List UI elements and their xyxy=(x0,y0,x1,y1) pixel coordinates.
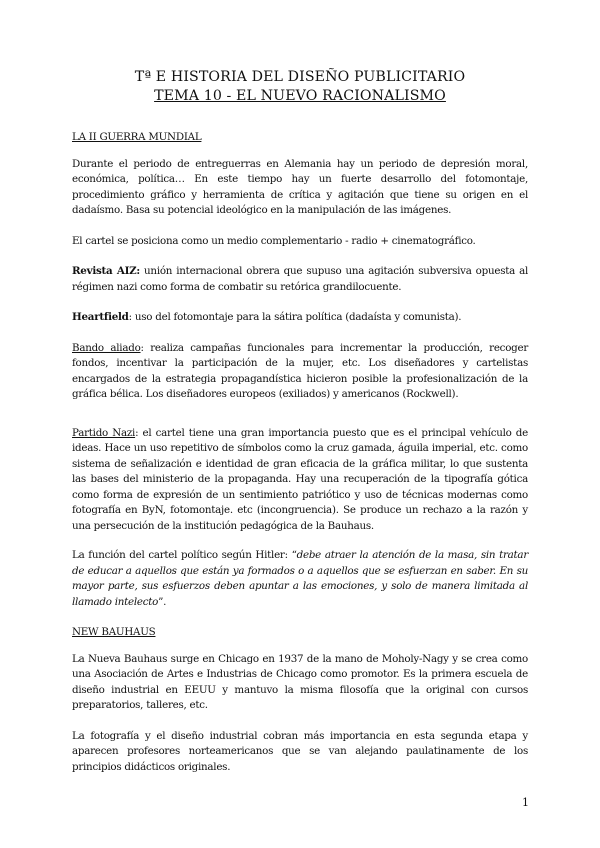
hitler-quote: debe atraer la atención de la masa, sin tratar de educar a aquellos que están ya formados o a aquellos que se esfuerzan en saber. En su mayor parte, sus esfuerzos deben apuntar a las emociones, y solo de manera limitada al llamado intelecto xyxy=(72,549,528,608)
document-subtitle: TEMA 10 - EL NUEVO RACIONALISMO xyxy=(154,88,446,104)
paragraph-bando-aliado xyxy=(72,341,528,403)
paragraph-entreguerras: Durante el periodo de entreguerras en Alemania hay un periodo de depresión moral, económica, política… En este tiempo hay un fuerte desarrollo del fotomontaje, procedimiento gráfico y herramienta de crítica y agitación que tiene su origen en el dadaísmo. Basa su potencial ideológico en la manipulación de las imágenes. xyxy=(72,157,528,216)
paragraph-hitler xyxy=(72,548,528,610)
heartfield-label: Heartfield xyxy=(72,311,129,323)
nazi-text: : el cartel tiene una gran importancia puesto que es el principal vehículo de ideas. Hace un uso repetitivo de símbolos como la cruz gamada, águila imperial, etc. como sistema de señalización e identidad de gran eficacia de la gráfica militar, lo que sustenta las bases del ministerio de la propaganda. Hay una recuperación de la tipografía gótica como forma de expresión de un sentimiento patriótico y uso de técnicas modernas como fotografía en ByN, fotomontaje. etc (incongruencia). Se produce un rechazo a la razón y una persecución de la institución pedagógica de la Bauhaus. xyxy=(72,426,528,532)
paragraph-fotografia: La fotografía y el diseño industrial cobran más importancia en esta segunda etapa y aparecen profesores norteamericanos que se van alejando paulatinamente de los principios didácticos originales. xyxy=(72,729,528,773)
document-page xyxy=(72,68,529,773)
paragraph-heartfield xyxy=(72,310,528,326)
section-heading-new-bauhaus: NEW BAUHAUS xyxy=(72,626,156,638)
paragraph-aiz xyxy=(72,264,528,295)
paragraph-partido-nazi xyxy=(72,426,528,535)
hitler-end: ”. xyxy=(158,595,167,608)
section-ww2 xyxy=(72,130,528,775)
page-number: 1 xyxy=(522,796,529,809)
bando-text: : realiza campañas funcionales para incrementar la producción, recoger fondos, incentivar la participación de la mujer, etc. Los diseñadores y cartelistas encargados de la estrategia propagandística hicieron posible la profesionalización de la gráfica bélica. Los diseñadores europeos (exiliados) y americanos (Rockwell). xyxy=(72,341,529,400)
nazi-label: Partido Nazi xyxy=(72,426,136,439)
aiz-label: Revista AIZ: xyxy=(72,265,140,277)
section-heading-ww2: LA II GUERRA MUNDIAL xyxy=(72,131,202,143)
paragraph-nueva-bauhaus: La Nueva Bauhaus surge en Chicago en 1937 de la mano de Moholy-Nagy y se crea como una Asociación de Artes e Industrias de Chicago como promotor. Es la primera escuela de diseño industrial en EEUU y mantuvo la misma filosofía que la original con cursos preparatorios, talleres, etc. xyxy=(72,652,528,711)
aiz-text: unión internacional obrera que supuso una agitación subversiva opuesta al régimen nazi como forma de combatir su retórica grandilocuente. xyxy=(72,265,528,293)
document-title: Tª E HISTORIA DEL DISEÑO PUBLICITARIO xyxy=(134,69,466,85)
bando-label: Bando aliado xyxy=(72,341,141,354)
heartfield-text: : uso del fotomontaje para la sátira política (dadaísta y comunista). xyxy=(128,311,462,323)
hitler-intro: La función del cartel político según Hitler: “ xyxy=(72,549,297,561)
paragraph-cartel: El cartel se posiciona como un medio complementario - radio + cinematográfico. xyxy=(72,234,476,247)
